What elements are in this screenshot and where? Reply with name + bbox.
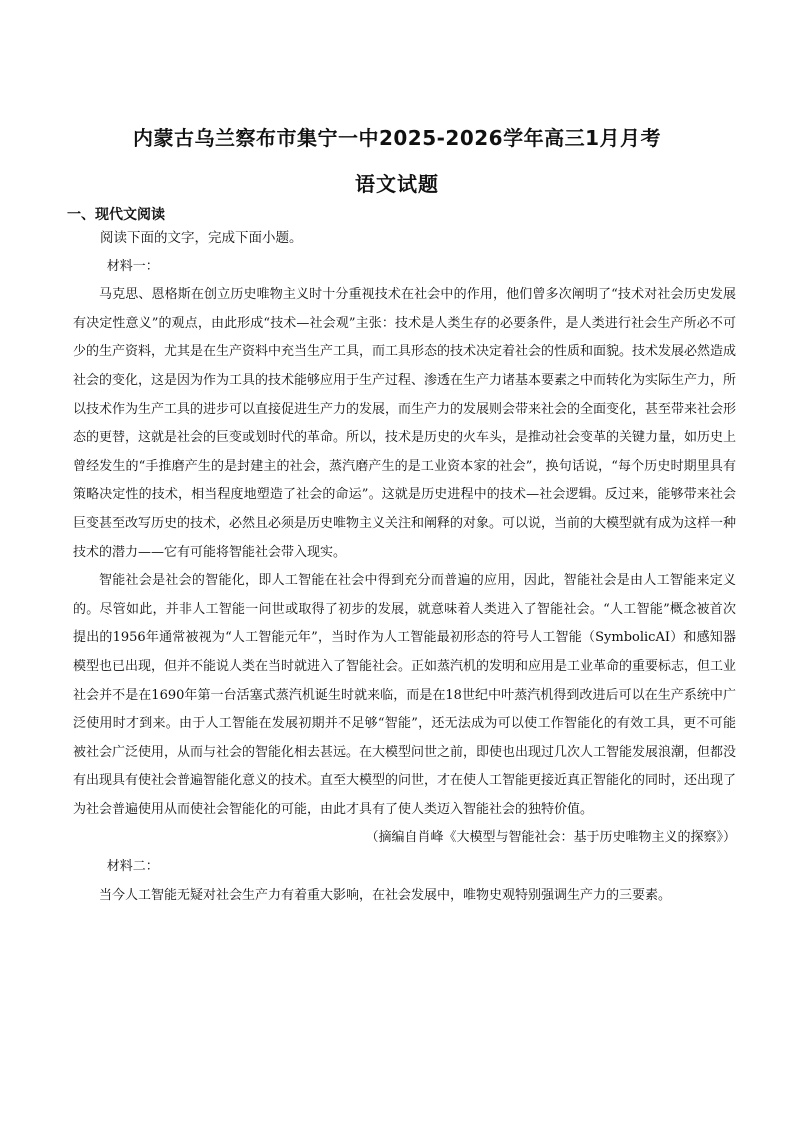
section-heading: 一、现代文阅读 [67,207,165,223]
material-one-paragraph-1: 马克思、恩格斯在创立历史唯物主义时十分重视技术在社会中的作用，他们曾多次阐明了“技术对社会历史发展有决定性意义”的观点，由此形成“技术—社会观”主张：技术是人类生存的必要条件，是人类进行社会生产所必不可少的生产资料，尤其是在生产资料中充当生产工具，而工具形态的技术决定着社会的性质和面貌。技术发展必然造成社会的变化，这是因为作为工具的技术能够应用于生产过程、渗透在生产力诸基本要素之中而转化为实际生产力，所以技术作为生产工具的进步可以直接促进生产力的发展，而生产力的发展则会带来社会的全面变化，甚至带来社会形态的更替，这就是社会的巨变或划时代的革命。所以，技术是历史的火车头，是推动社会变革的关键力量，如历史上曾经发生的“手推磨产生的是封建主的社会，蒸汽磨产生的是工业资本家的社会”，换句话说，“每个历史时期里具有策略决定性的技术，相当程度地塑造了社会的命运”。这就是历史进程中的技术—社会逻辑。反过来，能够带来社会巨变甚至改写历史的技术，必然且必须是历史唯物主义关注和阐释的对象。可以说，当前的大模型就有成为这样一种技术的潜力——它有可能将智能社会带入现实。 [73,287,737,560]
material-one-paragraph-2: 智能社会是社会的智能化，即人工智能在社会中得到充分而普遍的应用，因此，智能社会是由人工智能来定义的。尽管如此，并非人工智能一问世或取得了初步的发展，就意味着人类进入了智能社会。“人工智能”概念被首次提出的1956年通常被视为“人工智能元年”，当时作为人工智能最初形态的符号人工智能（SymbolicAI）和感知器模型也已出现，但并不能说人类在当时就进入了智能社会。正如蒸汽机的发明和应用是工业革命的重要标志，但工业社会并不是在1690年第一台活塞式蒸汽机诞生时就来临，而是在18世纪中叶蒸汽机得到改进后可以在生产系统中广泛使用时才到来。由于人工智能在发展初期并不足够“智能”，还无法成为可以使工作智能化的有效工具，更不可能被社会广泛使用，从而与社会的智能化相去甚远。在大模型问世之前，即使也出现过几次人工智能发展浪潮，但都没有出现具有使社会普遍智能化意义的技术。直至大模型的问世，才在使人工智能更接近真正智能化的同时，还出现了为社会普遍使用从而使社会智能化的可能，由此才具有了使人类迈入智能社会的独特价值。 [73,573,737,817]
material-two-label: 材料二： [106,859,159,875]
exam-title: 内蒙古乌兰察布市集宁一中2025-2026学年高三1月月考 [132,126,662,150]
instruction-text: 阅读下面的文字，完成下面小题。 [100,230,303,246]
material-one-source: （摘编自肖峰《大模型与智能社会：基于历史唯物主义的探察》） [365,830,736,846]
material-two-paragraph-1: 当今人工智能无疑对社会生产力有着重大影响，在社会发展中，唯物史观特别强调生产力的三要素。 [99,887,672,903]
reading-passage [73,224,736,910]
material-one-label: 材料一： [106,258,159,274]
exam-subject-title: 语文试题 [355,172,439,196]
